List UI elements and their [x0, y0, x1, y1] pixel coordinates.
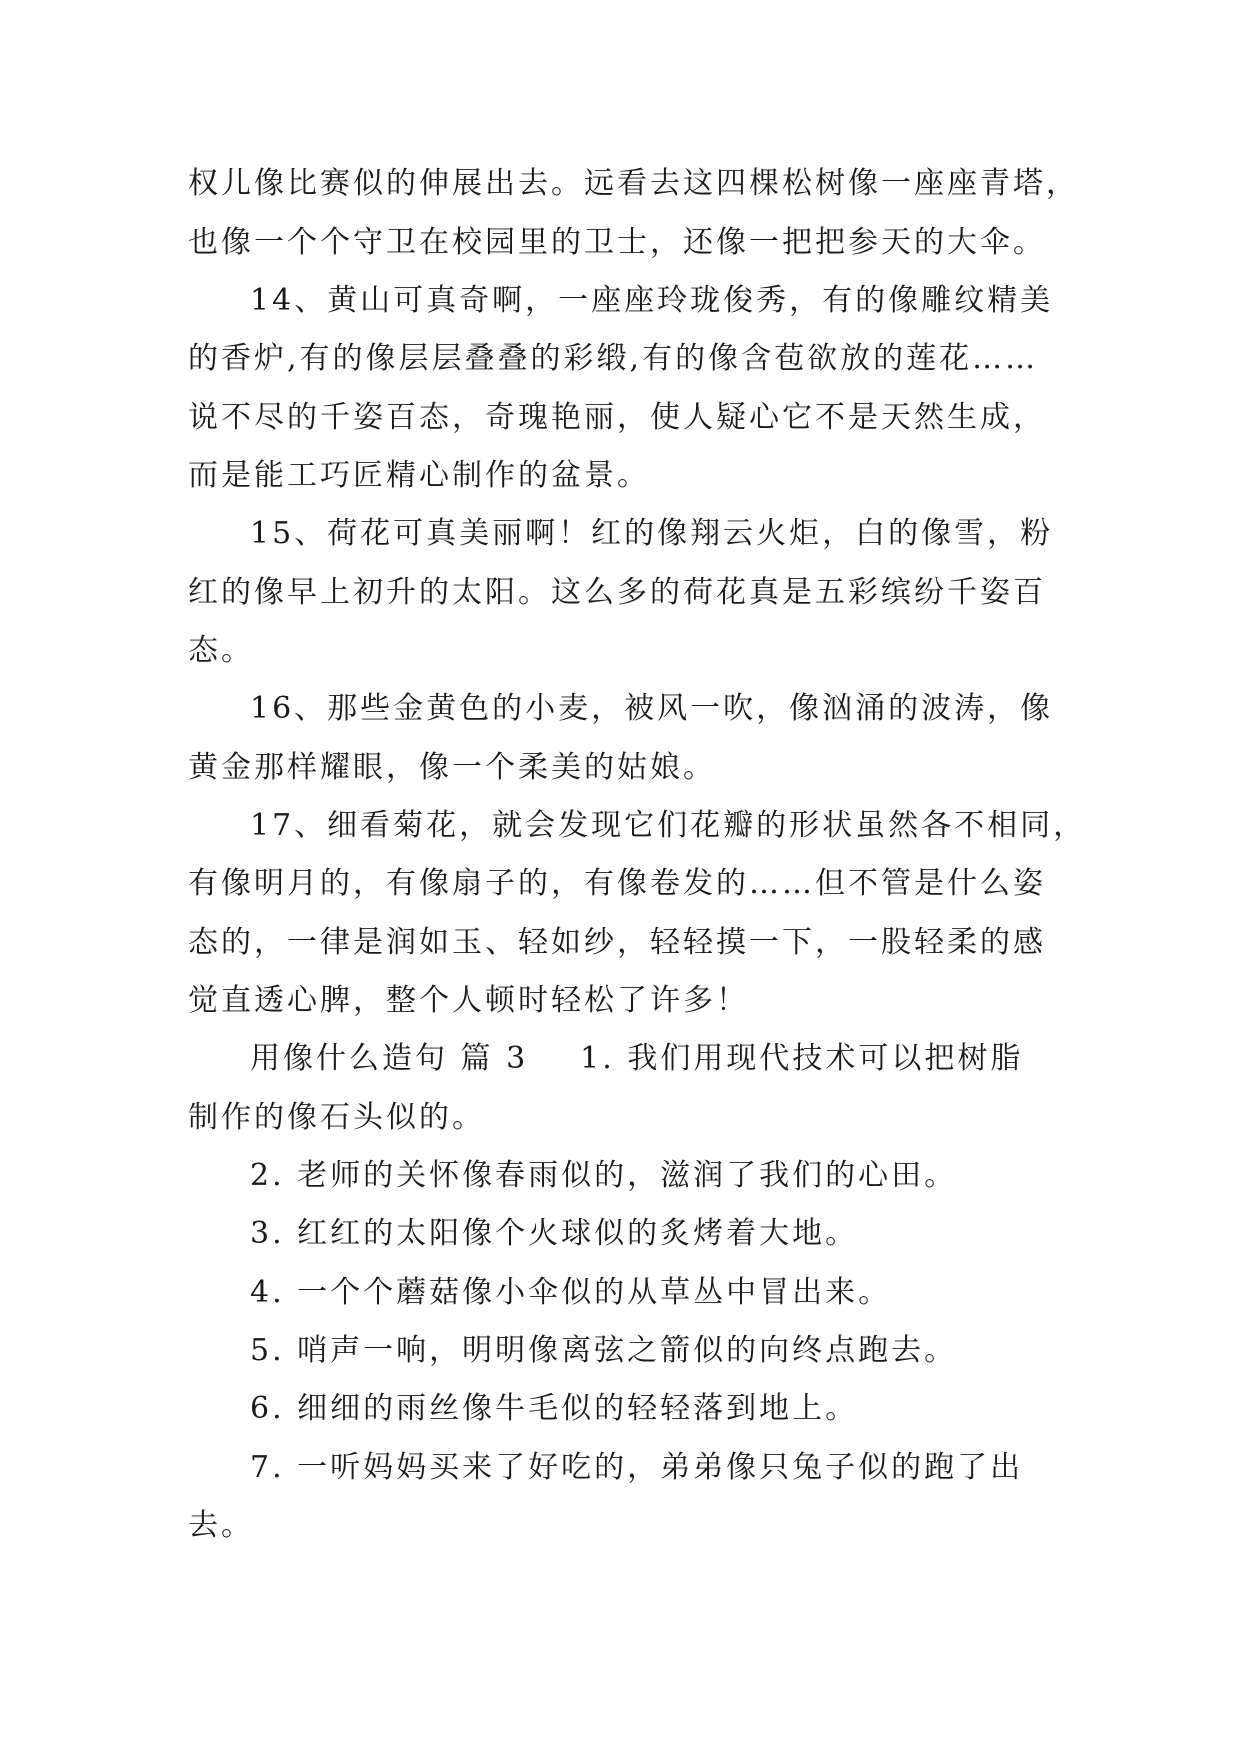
text-line: 2. 老师的关怀像春雨似的，滋润了我们的心田。	[250, 1158, 958, 1193]
text-line: 的香炉,有的像层层叠叠的彩缎,有的像含苞欲放的莲花……	[188, 341, 1039, 376]
text-line	[250, 1039, 1023, 1079]
section-heading: 用像什么造句 篇 3	[250, 1041, 529, 1076]
text-line: 态。	[188, 633, 254, 668]
text-line: 权儿像比赛似的伸展出去。远看去这四棵松树像一座座青塔，	[188, 166, 1079, 201]
text-line: 红的像早上初升的太阳。这么多的荷花真是五彩缤纷千姿百	[188, 575, 1046, 610]
text-line: 15、荷花可真美丽啊！红的像翔云火炬，白的像雪，粉	[250, 516, 1054, 551]
text-line: 去。	[188, 1508, 254, 1543]
text-line: 说不尽的千姿百态，奇瑰艳丽，使人疑心它不是天然生成，	[188, 400, 1046, 435]
text-line: 14、黄山可真奇啊，一座座玲珑俊秀，有的像雕纹精美	[250, 283, 1054, 318]
text-line: 6. 细细的雨丝像牛毛似的轻轻落到地上。	[250, 1391, 859, 1426]
text-line: 也像一个个守卫在校园里的卫士，还像一把把参天的大伞。	[188, 225, 1046, 260]
text-segment: 1. 我们用现代技术可以把树脂	[580, 1041, 1024, 1076]
text-line: 黄金那样耀眼，像一个柔美的姑娘。	[188, 750, 716, 785]
text-line: 7. 一听妈妈买来了好吃的，弟弟像只兔子似的跑了出	[250, 1450, 1024, 1485]
text-line: 而是能工巧匠精心制作的盆景。	[188, 458, 650, 493]
text-line: 有像明月的，有像扇子的，有像卷发的……但不管是什么姿	[188, 866, 1046, 901]
text-line: 16、那些金黄色的小麦，被风一吹，像汹涌的波涛，像	[250, 691, 1054, 726]
text-line: 觉直透心脾，整个人顿时轻松了许多！	[188, 983, 749, 1018]
text-line: 态的，一律是润如玉、轻如纱，轻轻摸一下，一股轻柔的感	[188, 925, 1046, 960]
text-line: 4. 一个个蘑菇像小伞似的从草丛中冒出来。	[250, 1275, 892, 1310]
text-line: 制作的像石头似的。	[188, 1100, 485, 1135]
text-line: 3. 红红的太阳像个火球似的炙烤着大地。	[250, 1216, 859, 1251]
text-line: 5. 哨声一响，明明像离弦之箭似的向终点跑去。	[250, 1333, 958, 1368]
text-line: 17、细看菊花，就会发现它们花瓣的形状虽然各不相同，	[250, 808, 1087, 843]
